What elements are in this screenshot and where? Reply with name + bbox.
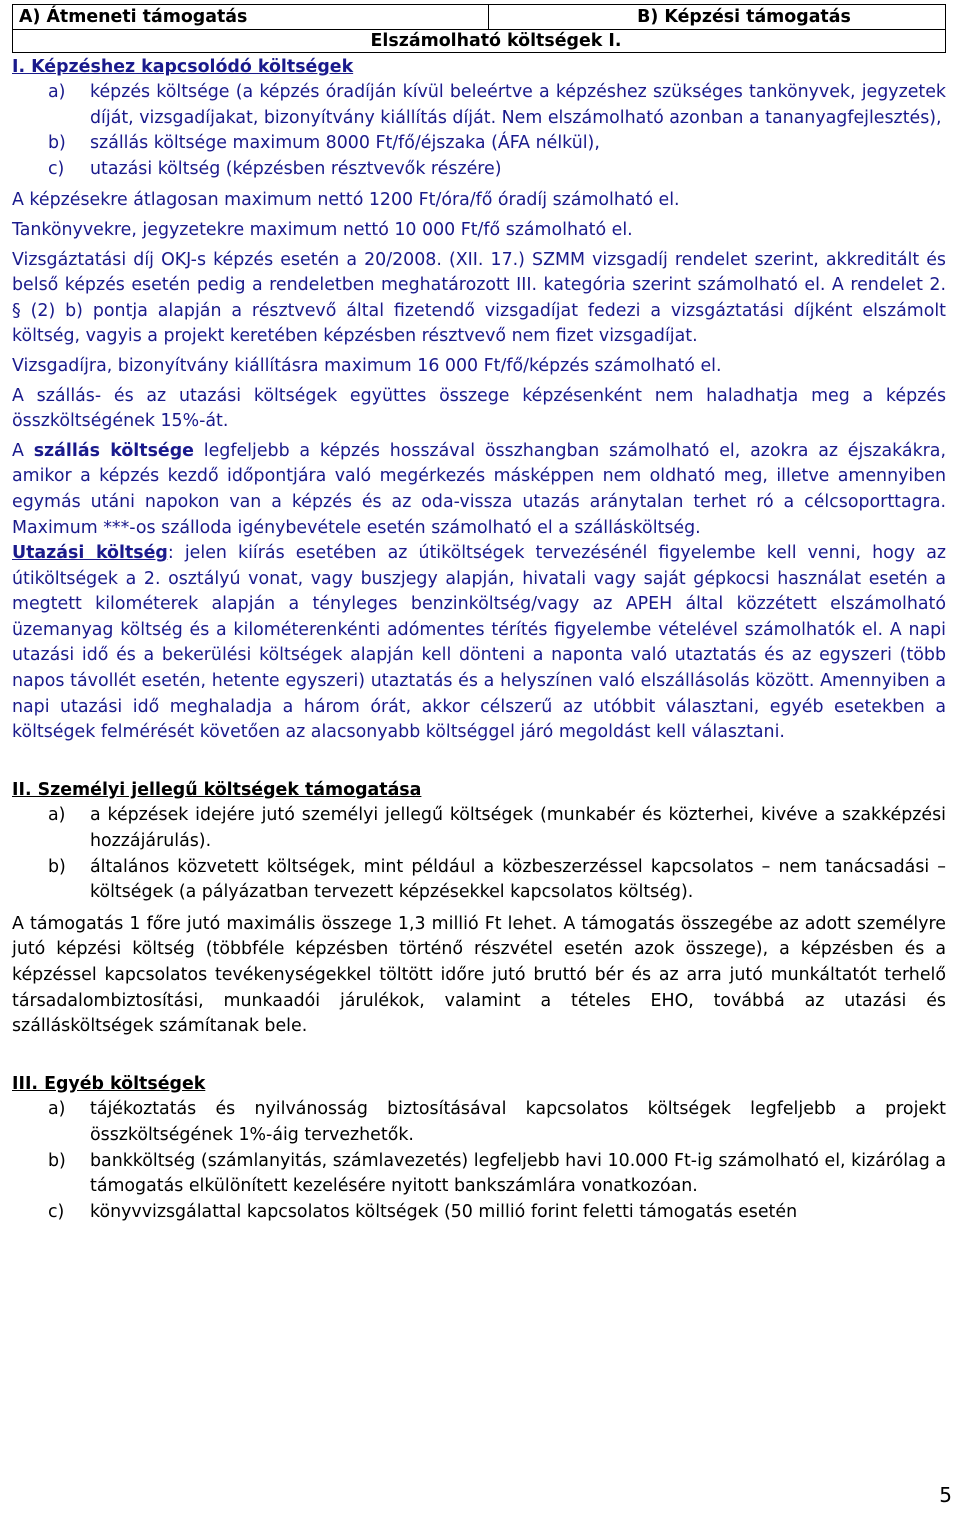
header-table — [12, 4, 946, 53]
paragraph: Vizsgadíjra, bizonyítvány kiállításra maximum 16 000 Ft/fő/képzés számolható el. — [12, 355, 722, 376]
list-item: b) szállás költsége maximum 8000 Ft/fő/éjszaka (ÁFA nélkül), — [48, 133, 600, 154]
list-item: a) a képzések idejére jutó személyi jellegű költségek (munkabér és közterhei, kivéve a szakképzési hozzájárulás). — [48, 805, 946, 852]
list-item: b) általános közvetett költségek, mint például a közbeszerzéssel kapcsolatos – nem tanácsadási – költségek (a pályázatban tervezett képzésekkel kapcsolatos költség). — [48, 856, 946, 903]
paragraph: Vizsgáztatási díj OKJ-s képzés esetén a 20/2008. (XII. 17.) SZMM vizsgadíj rendelet szerint, akkreditált és belső képzés esetén pedig a rendeletben meghatározott III. kategória szerint számolható el. A rendelet 2. § (2) b) pontja alapján a résztvevő által fizetendő vizsgadíjat fedezi a vizsgáztatási díjként elszámolt költség, vagyis a projekt keretében képzésben résztvevő nem fizet vizsgadíjat. — [12, 249, 946, 347]
section-1 — [12, 55, 946, 746]
paragraph: Utazási költség: jelen kiírás esetében az útiköltségek tervezésénél figyelembe kell venni, hogy az útiköltségek a 2. osztályú vonat, vagy buszjegy alapján, hivatali vagy saját gépkocsi használat esetén a megtett kilométerek alapján a tényleges benzinköltség/vagy az APEH által közzétett elszámolható üzemanyag költség és a kilométerenkénti adómentes térítés figyelembe vételével számolhatók el. A napi utazási idő és a bekerülési költségek alapján kell dönteni a naponta való utaztatás és az egyszeri (több napos távollét esetén, hetente egyszeri) utaztatás és a helyszínen való elszállásolás között. Amennyiben a napi utazási idő meghaladja a három órát, akkor célszerű az utóbbit választani, egyéb esetekben a költségek felmérését követően az alacsonyabb költséggel járó megoldást kell választani. — [12, 543, 947, 743]
paragraph: A szállás- és az utazási költségek együttes összege képzésenként nem haladhatja meg a képzés összköltségének 15%-át. — [12, 385, 946, 432]
header-col-a: A) Átmeneti támogatás — [13, 5, 489, 30]
section-2 — [12, 778, 946, 1040]
paragraph: A támogatás 1 főre jutó maximális összege 1,3 millió Ft lehet. A támogatás összegébe az adott személyre jutó képzési költség (többféle képzésben történő részvétel esetén azok összege), a képzésben és a képzéssel kapcsolatos tevékenységekkel töltött időre jutó bruttó bér és az arra jutó munkáltatót terhelő társadalombiztosítási, munkaadói járulékok, valamint a tételes EHO, továbbá az utazási és szállásköltségek számítanak bele. — [12, 913, 946, 1037]
paragraph: Tankönyvekre, jegyzetekre maximum nettó 10 000 Ft/fő számolható el. — [12, 219, 633, 240]
header-col-b: B) Képzési támogatás — [489, 5, 946, 30]
list-item: c) utazási költség (képzésben résztvevők részére) — [48, 158, 502, 179]
paragraph: A képzésekre átlagosan maximum nettó 1200 Ft/óra/fő óradíj számolható el. — [12, 190, 680, 211]
header-row2: Elszámolható költségek I. — [13, 30, 946, 53]
section-3 — [12, 1072, 946, 1226]
list-item: c) könyvvizsgálattal kapcsolatos költségek (50 millió forint feletti támogatás esetén — [48, 1201, 798, 1222]
page-number: 5 — [939, 1483, 952, 1507]
list-item: b) bankköltség (számlanyitás, számlavezetés) legfeljebb havi 10.000 Ft-ig számolható el, kizárólag a támogatás elkülönített kezelésére nyitott bankszámlára vonatkozóan. — [48, 1150, 946, 1197]
list-item: a) képzés költsége (a képzés óradíján kívül beleértve a képzéshez szükséges tankönyvek, jegyzetek díját, vizsgadíjakat, bizonyítvány kiállítás díját. Nem elszámolható azonban a tananyagfejlesztés), — [48, 82, 946, 128]
list-item: a) tájékoztatás és nyilvánosság biztosításával kapcsolatos költségek legfeljebb a projekt összköltségének 1%-áig tervezhetők. — [48, 1099, 946, 1145]
paragraph: A szállás költsége legfeljebb a képzés hosszával összhangban számolható el, azokra az éjszakákra, amikor a képzés kezdő időpontjára való megérkezés másképpen nem oldható meg, illetve amennyiben egymás utáni napokon van a képzés és az oda-vissza utazás aránytalan terhet ró a célcsoporttagra. Maximum ***-os szálloda igénybevétele esetén számolható el a szállásköltség. — [12, 440, 946, 538]
section-2-title: II. Személyi jellegű költségek támogatása — [12, 779, 422, 800]
section-3-title: III. Egyéb költségek — [12, 1073, 206, 1094]
section-1-title: I. Képzéshez kapcsolódó költségek — [12, 57, 354, 77]
document-page — [12, 4, 946, 1225]
